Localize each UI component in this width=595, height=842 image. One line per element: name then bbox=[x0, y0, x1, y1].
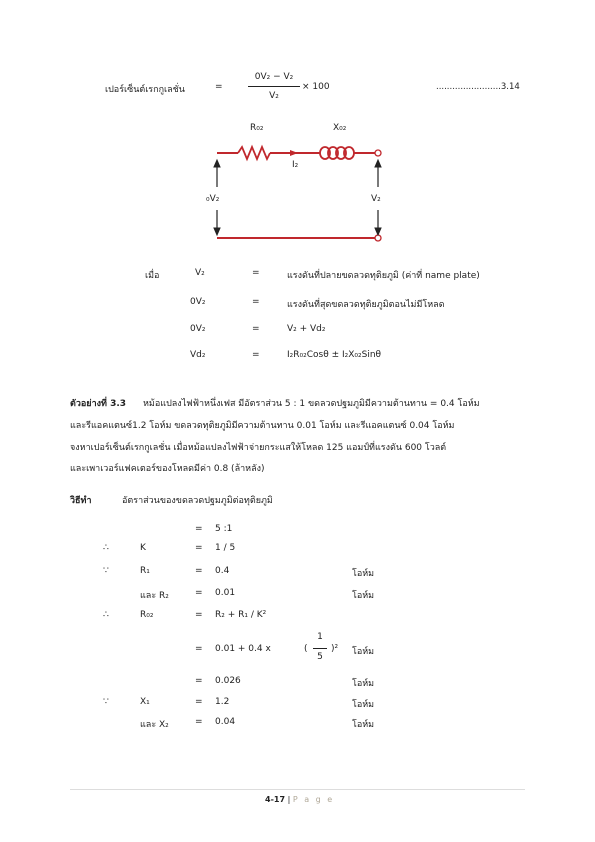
solution-unit: โอห์ม bbox=[352, 647, 375, 657]
current-label: I₂ bbox=[292, 160, 299, 170]
solution-subtitle: อัตราส่วนของขดลวดปฐมภูมิต่อทุติยภูมิ bbox=[122, 496, 273, 506]
solution-value: 1.2 bbox=[215, 697, 230, 707]
therefore-symbol: ∴ bbox=[103, 543, 109, 553]
equation-number: ........................3.14 bbox=[436, 82, 520, 92]
solution-equals: = bbox=[195, 588, 203, 598]
current-arrow bbox=[290, 150, 298, 156]
formula-denominator: V₂ bbox=[269, 91, 279, 101]
def-description: แรงดันที่สุดขดลวดทุติยภูมิตอนไม่มีโหลด bbox=[287, 300, 445, 310]
solution-equals: = bbox=[195, 697, 203, 707]
solution-equals: = bbox=[195, 524, 203, 534]
def-symbol: V₂ bbox=[195, 268, 205, 278]
fraction-bar bbox=[248, 86, 300, 87]
paren-close: )² bbox=[331, 644, 339, 654]
solution-variable: และ R₂ bbox=[140, 591, 169, 601]
equivalent-circuit-diagram bbox=[200, 115, 400, 250]
because-symbol: ∵ bbox=[103, 697, 109, 707]
formula-numerator: 0V₂ − V₂ bbox=[254, 72, 294, 82]
example-line: และรีแอคแตนซ์1.2 โอห์ม ขดลวดทุติยภูมิมีความต้านทาน 0.01 โอห์ม และรีแอคแตนซ์ 0.04 โอห์ม bbox=[70, 421, 455, 431]
solution-value: 0.01 + 0.4 x bbox=[215, 644, 271, 654]
solution-equals: = bbox=[195, 543, 203, 553]
solution-value: 0.026 bbox=[215, 676, 241, 686]
resistor-label: R₀₂ bbox=[250, 123, 264, 133]
def-equals: = bbox=[252, 324, 260, 334]
solution-unit: โอห์ม bbox=[352, 679, 375, 689]
solution-equals: = bbox=[195, 717, 203, 727]
paren-open: ( bbox=[304, 644, 308, 654]
formula-times: × 100 bbox=[302, 82, 330, 92]
page-footer bbox=[265, 795, 334, 804]
def-description: I₂R₀₂Cosθ ± I₂X₀₂Sinθ bbox=[287, 350, 382, 360]
solution-value: 0.4 bbox=[215, 566, 230, 576]
solution-variable: R₀₂ bbox=[140, 610, 154, 620]
def-symbol: Vd₂ bbox=[190, 350, 206, 360]
solution-unit: โอห์ม bbox=[352, 700, 375, 710]
solution-value: 1 / 5 bbox=[215, 543, 236, 553]
definitions-when: เมื่อ bbox=[145, 271, 160, 281]
solution-value: 0.01 bbox=[215, 588, 236, 598]
terminal-top bbox=[375, 150, 381, 156]
because-symbol: ∵ bbox=[103, 566, 109, 576]
solution-title: วิธีทำ bbox=[70, 496, 92, 506]
therefore-symbol: ∴ bbox=[103, 610, 109, 620]
example-line: หม้อแปลงไฟฟ้าหนึ่งเฟส มีอัตราส่วน 5 : 1 ขดลวดปฐมภูมิมีความต้านทาน = 0.4 โอห์ม bbox=[143, 399, 480, 409]
footer-divider bbox=[70, 789, 525, 790]
def-description: แรงดันที่ปลายขดลวดทุติยภูมิ (ค่าที่ name plate) bbox=[287, 271, 480, 281]
circuit-wires bbox=[217, 147, 381, 241]
solution-variable: และ X₂ bbox=[140, 720, 169, 730]
solution-equals: = bbox=[195, 644, 203, 654]
solution-equals: = bbox=[195, 676, 203, 686]
solution-variable: K bbox=[140, 543, 146, 553]
page-number: 4-17 bbox=[265, 795, 286, 804]
fraction-numerator: 1 bbox=[317, 632, 323, 642]
solution-unit: โอห์ม bbox=[352, 720, 375, 730]
example-line: จงหาเปอร์เซ็นต์เรกกูเลชั่น เมื่อหม้อแปลงไฟฟ้าจ่ายกระแสให้โหลด 125 แอมป์ที่แรงดัน 600 โวลต์ bbox=[70, 443, 447, 453]
solution-value: 0.04 bbox=[215, 717, 236, 727]
solution-unit: โอห์ม bbox=[352, 569, 375, 579]
solution-variable: X₁ bbox=[140, 697, 150, 707]
footer-separator: | bbox=[287, 795, 291, 804]
def-symbol: 0V₂ bbox=[190, 297, 206, 307]
example-title: ตัวอย่างที่ 3.3 bbox=[70, 399, 127, 409]
solution-variable: R₁ bbox=[140, 566, 150, 576]
solution-equals: = bbox=[195, 566, 203, 576]
solution-value: 5 :1 bbox=[215, 524, 233, 534]
solution-unit: โอห์ม bbox=[352, 591, 375, 601]
resistor-symbol bbox=[238, 147, 270, 159]
solution-value: R₂ + R₁ / K² bbox=[215, 610, 267, 620]
reactance-label: X₀₂ bbox=[333, 123, 347, 133]
fraction-bar bbox=[313, 648, 327, 649]
terminal-voltage-label: V₂ bbox=[371, 194, 381, 204]
inductor-symbol bbox=[320, 147, 354, 159]
def-equals: = bbox=[252, 350, 260, 360]
def-description: V₂ + Vd₂ bbox=[287, 324, 326, 334]
no-load-voltage-label: ₀V₂ bbox=[206, 194, 220, 204]
fraction-denominator: 5 bbox=[317, 652, 323, 662]
formula-equals: = bbox=[215, 82, 223, 92]
def-equals: = bbox=[252, 268, 260, 278]
page-word: P a g e bbox=[292, 795, 335, 804]
def-symbol: 0V₂ bbox=[190, 324, 206, 334]
solution-equals: = bbox=[195, 610, 203, 620]
def-equals: = bbox=[252, 297, 260, 307]
example-line: และเพาเวอร์แฟคเตอร์ของโหลดมีค่า 0.8 (ล้าหลัง) bbox=[70, 464, 265, 474]
formula-label: เปอร์เซ็นต์เรกกูเลชั่น bbox=[105, 85, 185, 95]
